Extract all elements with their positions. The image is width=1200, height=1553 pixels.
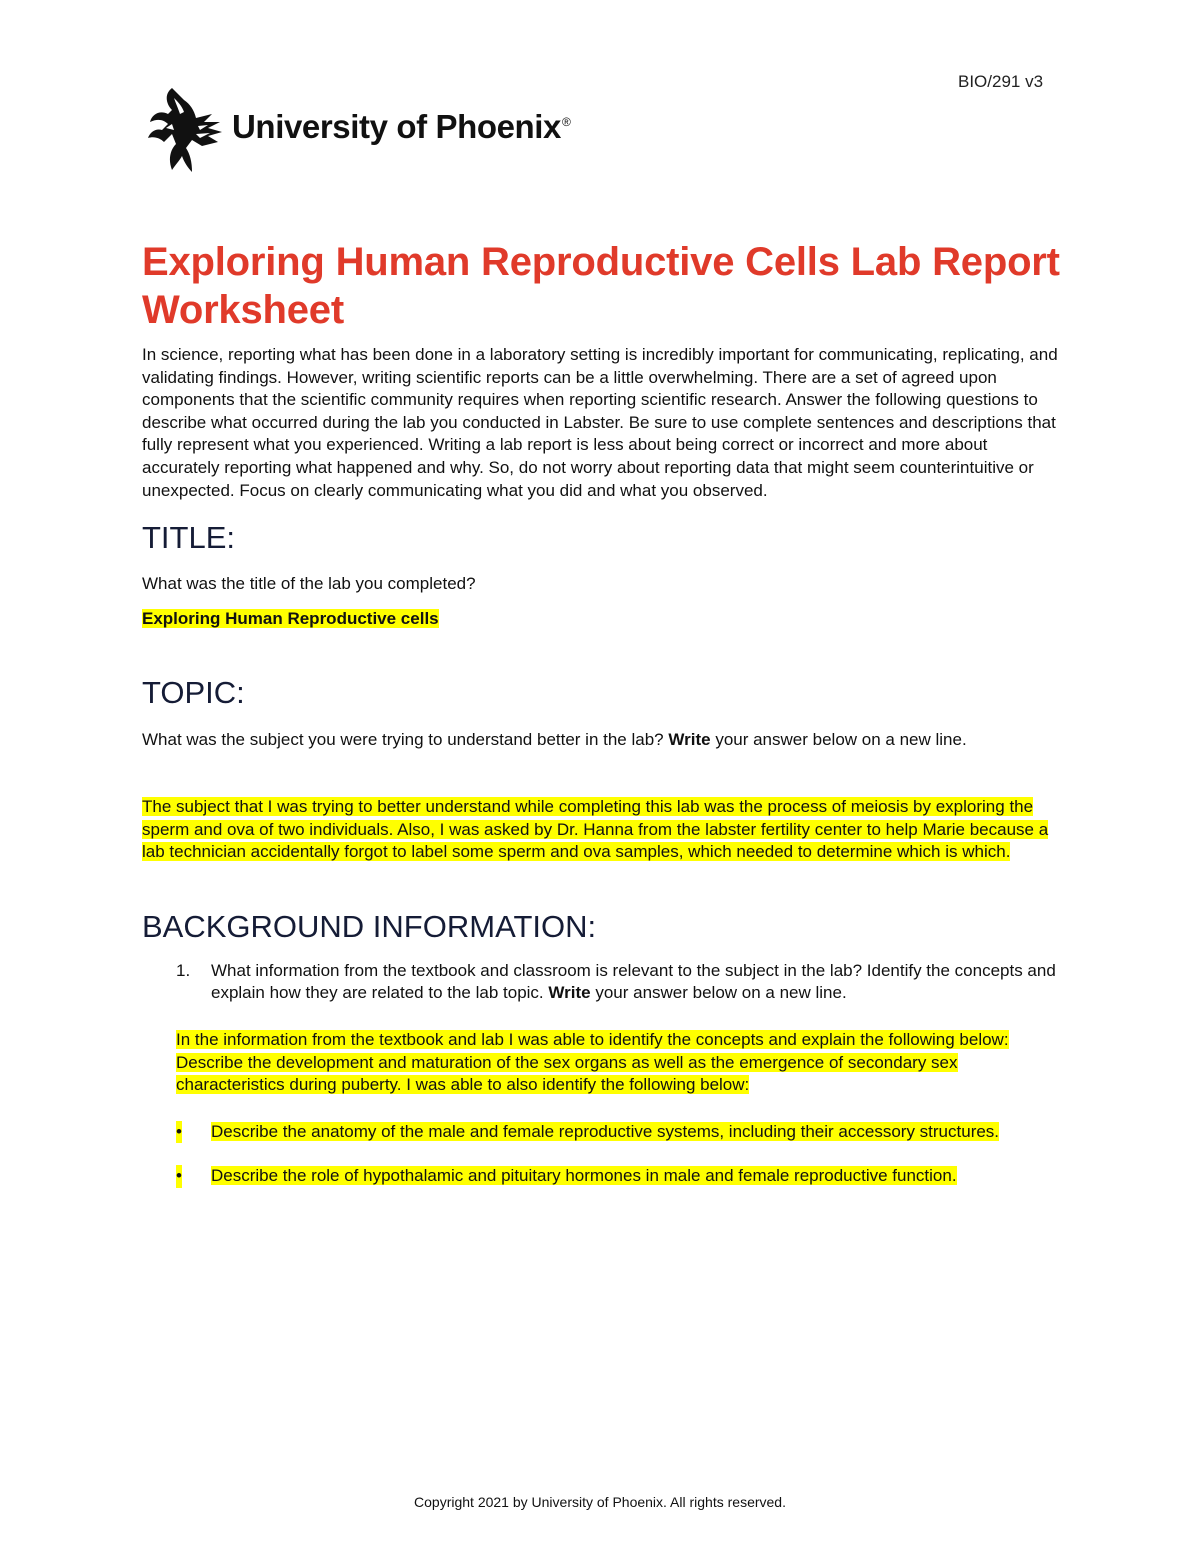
footer-copyright: Copyright 2021 by University of Phoenix. All rights reserved. bbox=[414, 1494, 786, 1510]
list-item: • Describe the role of hypothalamic and pituitary hormones in male and female reproductive function. bbox=[142, 1165, 1067, 1188]
document-title: Exploring Human Reproductive Cells Lab Report Worksheet bbox=[142, 240, 1060, 332]
section-heading-background: BACKGROUND INFORMATION: bbox=[142, 908, 597, 944]
bullet-icon: • bbox=[176, 1165, 182, 1188]
logo-wordmark: University of Phoenix® bbox=[232, 108, 571, 145]
background-answer bbox=[142, 1029, 1067, 1097]
title-answer: Exploring Human Reproductive cells bbox=[142, 608, 439, 628]
background-question-1: 1. What information from the textbook and classroom is relevant to the subject in the lab? Identify the concepts and explain how they are related to the lab topic. Write your answer below on a new line. bbox=[176, 960, 1056, 1003]
phoenix-bird-icon bbox=[142, 84, 224, 176]
university-logo bbox=[142, 84, 570, 176]
background-questions bbox=[142, 960, 1067, 1005]
course-code: BIO/291 v3 bbox=[958, 72, 1044, 91]
section-heading-title: TITLE: bbox=[142, 520, 236, 556]
section-heading-topic: TOPIC: bbox=[142, 675, 245, 711]
topic-answer: The subject that I was trying to better understand while completing this lab was the process of meiosis by exploring the sperm and ova of two individuals. Also, I was asked by Dr. Hanna from the labster fertility center to help Marie because a lab technician accidentally forgot to label some sperm and ova samples, which needed to determine which is which. bbox=[142, 796, 1049, 862]
list-item: • Describe the anatomy of the male and female reproductive systems, including their accessory structures. bbox=[142, 1121, 1067, 1144]
bullet-icon: • bbox=[176, 1121, 182, 1144]
topic-question: What was the subject you were trying to understand better in the lab? Write your answer below on a new line. bbox=[142, 730, 967, 750]
background-answer-intro: In the information from the textbook and lab I was able to identify the concepts and explain the following below: Describe the development and maturation of the sex organs as well as the emergence of secondary sex characteristics during puberty. I was able to also identify the following below: bbox=[176, 1029, 1009, 1095]
title-question: What was the title of the lab you completed? bbox=[142, 574, 476, 594]
intro-paragraph: In science, reporting what has been done in a laboratory setting is incredibly important for communicating, replicating, and validating findings. However, writing scientific reports can be a little overwhelming. There are a set of agreed upon components that the scientific community requires when reporting scientific research. Answer the following questions to describe what occurred during the lab you conducted in Labster. Be sure to use complete sentences and descriptions that fully represent what you experienced. Writing a lab report is less about being correct or incorrect and more about accurately reporting what happened and why. So, do not worry about reporting data that might seem counterintuitive or unexpected. Focus on clearly communicating what you did and what you observed. bbox=[142, 345, 1058, 500]
worksheet-body bbox=[142, 238, 1067, 1188]
